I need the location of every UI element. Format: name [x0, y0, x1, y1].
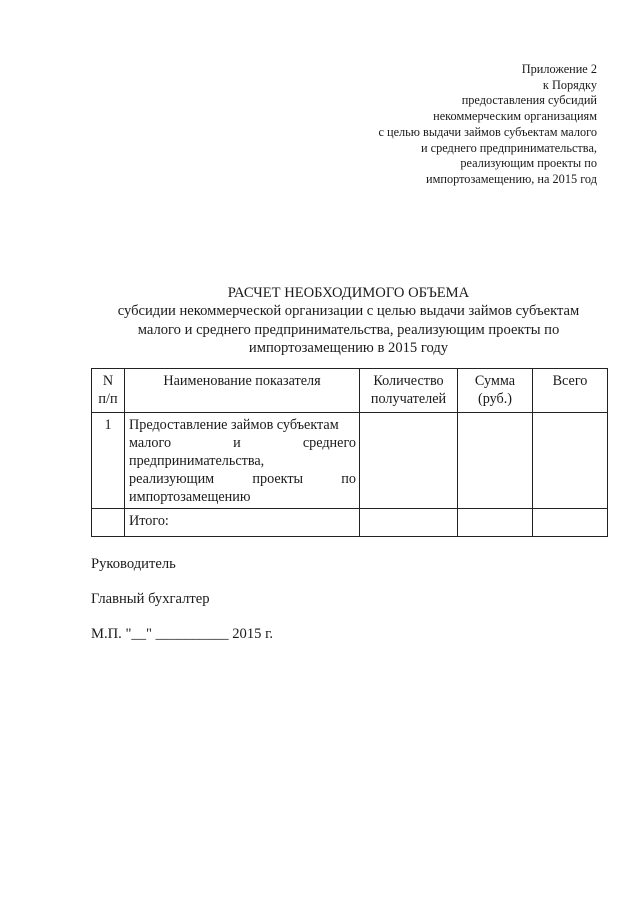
table-header-row [92, 369, 608, 413]
stamp-date-line: М.П. "__" __________ 2015 г. [91, 626, 274, 642]
appendix-line: с целью выдачи займов субъектам малого [378, 124, 597, 139]
header-indicator-name [125, 369, 360, 413]
appendix-line: импортозамещению, на 2015 год [426, 171, 597, 186]
calculation-table [91, 368, 608, 537]
appendix-header [378, 62, 597, 188]
row-indicator-name [125, 413, 360, 509]
appendix-line: к Порядку [542, 77, 597, 92]
row-number: 1 [92, 413, 125, 509]
indicator-line: предпринимательства, [129, 453, 265, 469]
appendix-line: некоммерческим организациям [433, 109, 597, 124]
header-total [533, 369, 608, 413]
header-indicator-name-text: Наименование показателя [163, 373, 321, 389]
indicator-line: Предоставление займов субъектам [129, 417, 339, 433]
title-line-1: РАСЧЕТ НЕОБХОДИМОГО ОБЪЕМА [227, 285, 470, 301]
header-number-line-2: п/п [98, 391, 118, 407]
header-number-line-1: N [102, 373, 114, 389]
appendix-line: предоставления субсидий [461, 93, 597, 108]
total-sum-cell [458, 509, 533, 537]
indicator-line: импортозамещению [129, 489, 251, 505]
header-sum-line-2: (руб.) [477, 391, 513, 407]
indicator-line: реализующим проекты по [129, 471, 356, 487]
appendix-line: Приложение 2 [521, 62, 597, 76]
document-title [90, 284, 607, 358]
row-sum-cell [458, 413, 533, 509]
row-total-cell [533, 413, 608, 509]
title-line-2: субсидии некоммерческой организации с целью выдачи займов субъектам [117, 303, 580, 320]
header-recipients-count [360, 369, 458, 413]
total-recipients-cell [360, 509, 458, 537]
total-row-number [92, 509, 125, 537]
row-recipients-cell [360, 413, 458, 509]
title-line-3: малого и среднего предпринимательства, реализующим проекты по [137, 321, 560, 338]
header-sum [458, 369, 533, 413]
table-total-row [92, 509, 608, 537]
header-recipients-line-2: получателей [370, 391, 447, 407]
signature-accountant: Главный бухгалтер [91, 591, 210, 607]
appendix-line: и среднего предпринимательства, [421, 140, 597, 155]
title-line-4: импортозамещению в 2015 году [248, 340, 449, 357]
header-sum-line-1: Сумма [474, 373, 516, 389]
table-row [92, 413, 608, 509]
total-row-label: Итого: [125, 509, 360, 537]
appendix-line: реализующим проекты по [460, 156, 597, 171]
signature-head: Руководитель [91, 556, 176, 572]
header-number [92, 369, 125, 413]
header-total-text: Всего [552, 373, 588, 389]
header-recipients-line-1: Количество [373, 373, 444, 389]
indicator-line: малого и среднего [129, 435, 356, 451]
total-total-cell [533, 509, 608, 537]
